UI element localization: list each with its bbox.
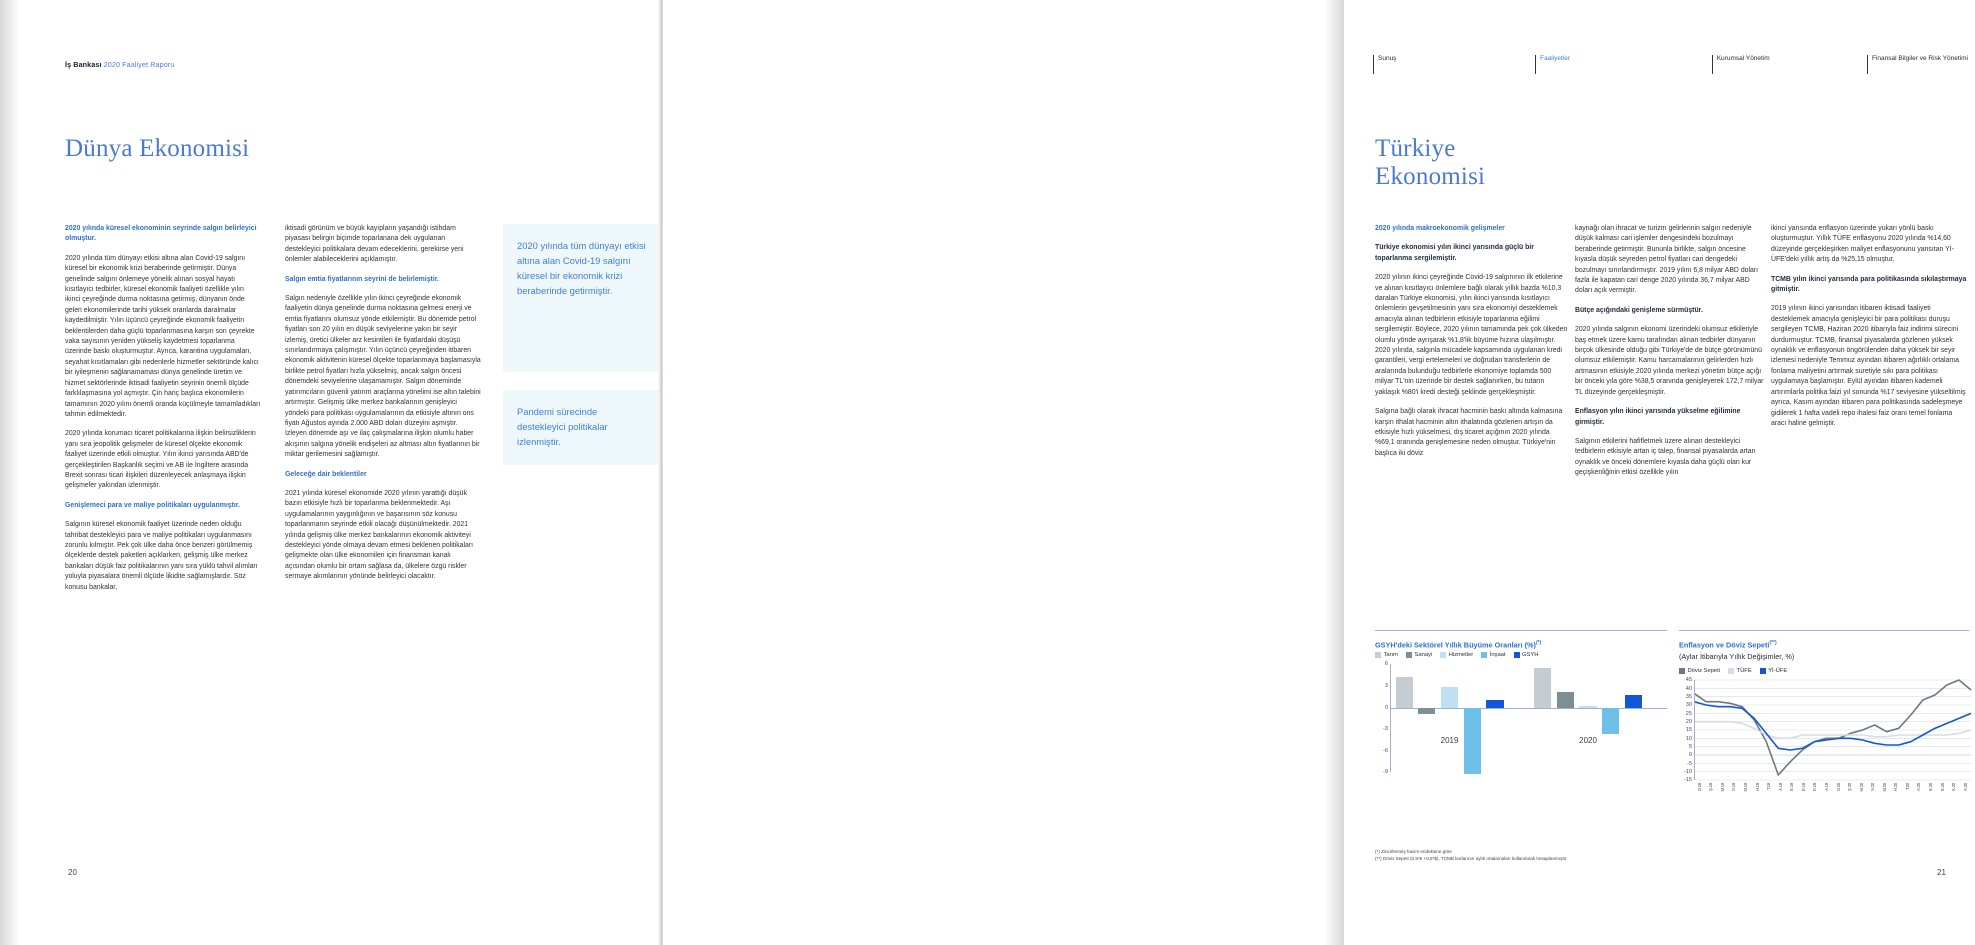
- brand-name: İş Bankası: [65, 60, 102, 69]
- x-tick-label: M.20: [1858, 783, 1864, 792]
- paragraph: ikinci yarısında enflasyon üzerinde yukarı yönlü baskı oluşturmuştur. Yıllık TÜFE enflasyonu 2020 yılında %14,60 düzeyinde gerçekleşirken maliyet enflasyonunu yansıtan Yİ-ÜFE'deki yıllık artış da %25,15 olmuştur.: [1771, 225, 1954, 264]
- y-tick-label: 35: [1685, 694, 1692, 701]
- page-title-left: Dünya Ekonomisi: [65, 134, 250, 162]
- heading-budget-deficit: Bütçe açığındaki genişleme sürmüştür.: [1575, 306, 1703, 314]
- legend-swatch: [1440, 652, 1446, 658]
- heading-future-expectations: Geleceğe dair beklentiler: [285, 470, 367, 478]
- chart-plot-area: [1375, 661, 1667, 776]
- pullquote-covid-crisis: 2020 yılında tüm dünyayı etkisi altına alan Covid-19 salgını küresel bir ekonomik krizi beraberinde getirmiştir.: [503, 224, 661, 372]
- chart-divider-left: [1375, 630, 1667, 631]
- legend-swatch: [1760, 668, 1766, 674]
- heading-global-economy: 2020 yılında küresel ekonominin seyrinde salgın belirleyici olmuştur.: [65, 225, 257, 243]
- y-tick-label: -10: [1683, 769, 1692, 776]
- x-tick-label: A.19: [1823, 783, 1829, 792]
- x-tick-label: E.19: [1800, 783, 1806, 792]
- right-page: [663, 0, 1968, 945]
- x-tick-label: N.20: [1870, 783, 1876, 792]
- heading-inflation: Enflasyon yılın ikinci yarısında yükselme eğilimine girmiştir.: [1575, 408, 1741, 426]
- x-tick-label: Ş.20: [1847, 783, 1853, 792]
- x-tick-label: M.19: [1743, 783, 1749, 792]
- x-tick-label: T.20: [1904, 783, 1910, 791]
- paragraph: 2019 yılının ikinci yarısından itibaren iktisadi faaliyeti desteklemek amacıyla genişleyici bir para politikası duruşu sergileyen TCMB, Haziran 2020 itibarıyla faiz indirimi sürecini durdurmuştur. TCMB, finansal piyasalarda gözlenen yüksek oynaklık ve enflasyonun öngörülenden daha yüksek bir seyir izlemesi nedeniyle Temmuz ayından itibaren ağırlıklı ortalama fonlama maliyetini artırmak suretiyle sıkı para politikası uygulamaya başlamıştır. Eylül ayından itibaren kademeli artırımlarla politika faizi yıl sonunda %17 seviyesine yükseltilmiş ayrıca, Kasım ayından itibaren para politikasında sadeleşmeye gidilerek 1 hafta vadeli repo ihalesi faiz oranı temel fonlama aracı haline gelmiştir.: [1771, 305, 1966, 427]
- paragraph: 2020 yılında salgının ekonomi üzerindeki olumsuz etkileriyle baş etmek üzere kamu tarafından alınan tedbirler dünyanın birçok ülkesinde olduğu gibi Türkiye'de de bütçe görünümünü olumsuz etkilemiştir. Kamu harcamalarının gelirlerden hızlı artmasının etkisiyle 2020 yılında merkezi yönetim bütçe açığı bir önceki yıla göre %38,5 oranında genişleyerek 172,7 milyar TL düzeyinde gerçekleşmiştir.: [1575, 326, 1764, 396]
- heading-strong-recovery: Türkiye ekonomisi yılın ikinci yarısında güçlü bir toparlanma sergilemiştir.: [1375, 244, 1534, 262]
- x-tick-label: E.20: [1928, 783, 1933, 792]
- chart-gsyh-sectoral-growth: [1375, 638, 1667, 776]
- x-tick-label: M.19: [1719, 783, 1725, 792]
- legend-item: [1760, 668, 1788, 674]
- heading-commodity-prices: Salgın emtia fiyatlarının seyrini de belirlemiştir.: [285, 275, 439, 283]
- legend-swatch: [1514, 652, 1520, 658]
- page-left-edge-shadow: [0, 0, 20, 945]
- y-tick-label: 20: [1685, 719, 1692, 726]
- paragraph: 2020 yılının ikinci çeyreğinde Covid-19 salgınının ilk etkilerine ve alınan kısıtlayıcı önlemlere bağlı olarak yıllık bazda %10,3 daralan Türkiye ekonomisi, yılın ikinci yarısında kısıtlayıcı önlemlerin gevşetilmesinin yanı sıra ekonomiyi desteklemek amacıyla alınan tedbirlerin etkisiyle toparlanma eğilimi sergilemiştir. Böylece, 2020 yılının tamamında pek çok ülkeden olumlu yönde ayrışarak %1,8'lik büyüme hızına ulaşılmıştır. 2020 yılında, salgınla mücadele kapsamında uygulanan kredi garantileri, vergi ertelemeleri ve doğrudan transferlerin de aralarında bulunduğu tedbirlerle ekonomiye toplamda 500 milyar TL'nin üzerinde bir destek sağlanırken, bu tutarın yaklaşık %80'i kredi desteği şeklinde gerçekleşmiştir.: [1375, 274, 1568, 396]
- left-page: [18, 0, 663, 945]
- x-tick-label: A.19: [1777, 783, 1783, 792]
- bar: [1396, 677, 1413, 707]
- y-tick-label: 30: [1685, 702, 1692, 709]
- brand-report-label: 2020 Faaliyet Raporu: [101, 60, 175, 69]
- legend-label: TÜFE: [1736, 668, 1752, 675]
- paragraph: 2021 yılında küresel ekonomide 2020 yılının yarattığı düşük bazın etkisiyle hızlı bir toparlanma beklenmektedir. Aşı uygulamalarının yaygınlığının ve başarısının söz konusu toparlanmanın seyrinde etkili olacağı düşünülmektedir. 2021 yılında gelişmiş ülke merkez bankalarının ekonomik aktiviteyi destekleyici yönde olmaya devam etmesi beklenen politikaları gelişmekte olan ülke ekonomileri için finansman kanalı açısından olumlu bir ortam sağlasa da, ülkelere özgü riskler sermaye akımlarının yönünde belirleyici olacaktır.: [285, 489, 474, 581]
- bar: [1418, 708, 1435, 714]
- paragraph: 2020 yılında korumacı ticaret politikalarına ilişkin belirsizliklerin yanı sıra jeopolitik gelişmeler de küresel ölçekte ekonomik faaliyet üzerinde etkili olmuştur. Yılın ikinci yarısında ABD'de gerçekleştirilen Başkanlık seçimi ve AB ile İngiltere arasında Brexit sonrası ticari ilişkileri düzenleyecek anlaşmaya ilişkin gelişmeler yakından izlenmiştir.: [65, 430, 256, 490]
- y-tick-label: -15: [1683, 777, 1692, 784]
- chart-footnote-marker: (**): [1769, 640, 1777, 646]
- x-tick-label: K.20: [1951, 783, 1957, 792]
- page-number-left: 20: [68, 868, 77, 877]
- right-column-2: [1575, 224, 1767, 488]
- y-tick-label: 25: [1685, 710, 1692, 717]
- legend-item: [1440, 652, 1473, 658]
- line-series: [1694, 702, 1971, 750]
- chart-footnotes: [1375, 848, 1975, 862]
- y-tick-label: 0: [1688, 752, 1692, 759]
- legend-label: Yİ-ÜFE: [1768, 668, 1788, 675]
- line-series: [1694, 680, 1971, 775]
- heading-monetary-fiscal: Genişlemeci para ve maliye politikaları uygulanmıştır.: [65, 501, 241, 509]
- y-tick-label: 45: [1685, 677, 1692, 684]
- group-label: 2019: [1440, 735, 1459, 745]
- group-label: 2020: [1579, 735, 1597, 745]
- nav-item-finansal-bilgiler[interactable]: Finansal Bilgiler ve Risk Yönetimi: [1867, 55, 1968, 74]
- x-tick-label: O.19: [1696, 783, 1702, 792]
- chart-title: [1375, 638, 1667, 650]
- bar: [1602, 708, 1619, 734]
- x-tick-label: K.19: [1812, 783, 1818, 792]
- y-tick-label: 6: [1384, 661, 1388, 668]
- paragraph: 2020 yılında tüm dünyayı etkisi altına alan Covid-19 salgını küresel bir ekonomik krizi beraberinde getirmiştir. Dünya genelinde salgını önlemeye yönelik alınan sosyal hayatı kısıtlayıcı tedbirler, küresel ekonomik faaliyeti özellikle yılın ikinci çeyreğinde durma noktasına getirmiş, dünyanın önde gelen ekonomilerinde tarihi yüksek oranlarda daralmalar kaydedilmiştir. Yılın üçüncü çeyreğinde ekonomik faaliyetin beklentilerden daha güçlü toparlanmasına karşın son çeyrekte vaka sayısının yeniden yükseliş kaydetmesi toparlanma üzerinde baskı oluşturmuştur. Ayrıca, karantina uygulamaları, seyahat kısıtlamaları gibi nedenlerle hizmetler sektöründe kalıcı bir iyileşmenin sağlanamaması dünya genelinde üretim ve hizmet sektörlerinde iktisadi faaliyetin seyrinin önemli ölçüde farklılaşmasına yol açmıştır. Çin hariç başlıca ekonomilerin tamamının 2020 yılını önemli oranda küçülmeyle tamamladıkları tahmin edilmektedir.: [65, 254, 261, 418]
- chart-plot-area: [1679, 677, 1971, 792]
- legend-item: [1728, 668, 1752, 674]
- x-tick-label: A.20: [1916, 783, 1922, 792]
- chart-divider-right: [1679, 630, 1969, 631]
- legend-label: Hizmetler: [1448, 652, 1474, 659]
- legend-label: Tarım: [1383, 652, 1398, 659]
- bar: [1534, 668, 1551, 708]
- x-tick-label: A.20: [1962, 783, 1968, 792]
- right-column-3: [1771, 224, 1967, 438]
- paragraph: kaynağı olan ihracat ve turizm gelirlerinin salgın nedeniyle düşük kalması cari işlemler dengesindeki bozulmayı beraberinde getirmiştir. Bununla birlikte, salgın öncesine kıyasla düşük seyreden petrol fiyatları cari dengedeki bozulmayı sınırlandırmıştır. 2019 yılını 6,8 milyar ABD doları fazla ile kapatan cari denge 2020 yılında 36,7 milyar ABD doları açık vermiştir.: [1575, 225, 1759, 295]
- chart-title: [1679, 638, 1971, 650]
- y-axis-labels: [1375, 661, 1389, 776]
- bar: [1557, 692, 1574, 708]
- x-tick-label: E.20: [1939, 783, 1945, 792]
- footnote-2: (**) Döviz Sepeti (0,5*€ +0,5*$), TCMB kurlarının aylık ortalamaları kullanılarak hesaplanmıştır.: [1375, 856, 1568, 861]
- chart-legend: [1375, 652, 1667, 658]
- chart-legend: [1679, 668, 1971, 674]
- heading-macro-developments: 2020 yılında makroekonomik gelişmeler: [1375, 225, 1505, 232]
- legend-item: [1406, 652, 1432, 658]
- legend-label: Döviz Sepeti: [1687, 668, 1721, 675]
- x-tick-label: H.19: [1754, 783, 1760, 792]
- y-axis-labels: [1679, 677, 1693, 784]
- plot-axes: [1390, 664, 1667, 772]
- paragraph: Salgının küresel ekonomik faaliyet üzerinde neden olduğu tahribat destekleyici para ve maliye politikaları uygulanmasını zorunlu kılmıştır. Pek çok ülke daha önce benzeri görülmemiş ölçeklerde destek paketleri açıklarken, gelişmiş ülke merkez bankaları düşük faiz politikalarının yanı sıra yüklü tahvil alımları yoluyla piyasalara önemli ölçüde likidite sağlamışlardır. Söz konusu bankalar,: [65, 521, 258, 591]
- page-number-right: 21: [1937, 868, 1946, 877]
- legend-item: [1375, 652, 1398, 658]
- y-tick-label: -9: [1383, 769, 1388, 776]
- legend-swatch: [1679, 668, 1685, 674]
- bar: [1625, 695, 1642, 708]
- footnote-1: (*) Zincirlenmiş hacim endeksine göre: [1375, 849, 1452, 854]
- legend-label: İnşaat: [1489, 652, 1506, 659]
- y-tick-label: 3: [1384, 683, 1388, 690]
- bar-series-container: [1390, 664, 1667, 772]
- paragraph: Salgının etkilerini hafifletmek üzere alınan destekleyici tedbirlerin etkisiyle artan iç talep, finansal piyasalarda artan oynaklık ve önceki dönemlere kıyasla daha güçlü olan kur geçişkenliğinin etkisi özellikle yılın: [1575, 437, 1756, 477]
- chart-footnote-marker: (*): [1535, 640, 1542, 646]
- legend-item: [1481, 652, 1505, 658]
- y-tick-label: -5: [1687, 760, 1692, 767]
- page-title-right: Türkiye Ekonomisi: [1375, 134, 1486, 190]
- x-tick-label: H.20: [1893, 783, 1899, 792]
- bar: [1579, 706, 1596, 707]
- legend-item: [1514, 652, 1539, 658]
- bar: [1441, 687, 1458, 707]
- x-tick-label: E.19: [1789, 783, 1795, 792]
- right-column-1: [1375, 224, 1571, 468]
- nav-item-faaliyetler[interactable]: Faaliyetler: [1535, 55, 1712, 74]
- paragraph: iktisadi görünüm ve büyük kayıpların yaşandığı istihdam piyasası belirgin biçimde toparlanana dek uygulanan destekleyici politikalara devam edeceklerini, gerekirse yeni önlemler alabileceklerini açıklamıştır.: [285, 225, 464, 264]
- y-tick-label: 40: [1685, 685, 1692, 692]
- y-tick-label: 15: [1685, 727, 1692, 734]
- legend-swatch: [1728, 668, 1734, 674]
- paragraph: Salgın nedeniyle özellikle yılın ikinci çeyreğinde ekonomik faaliyetin dünya genelinde durma noktasına gelmesi enerji ve emtia fiyatlarını olumsuz yönde etkilemiştir. Bu dönemde petrol fiyatları son 20 yılın en düşük seviyelerine yakın bir seyir izlemiş, üretici ülkeler arz kesintileri ile fiyatlardaki düşüşü sınırlandırmaya çalışmıştır. Yılın üçüncü çeyreğinden itibaren ekonomik aktivitenin küresel ölçekte toparlanmaya başlamasıyla birlikte petrol fiyatları hızla yükselmiş, ancak salgın öncesi dönemdeki seviyelerine ulaşamamıştır. Salgın döneminde yatırımcıların güvenli yatırım araçlarına yönelimi ise altın talebini artırmıştır. Gelişmiş ülke merkez bankalarının genişleyici yöndeki para politikası uygulamalarının da etkisiyle altının ons fiyatı Ağustos ayında 2.000 ABD doları düzeyini aşmıştır. İzleyen dönemde aşı ve ilaç çalışmalarına ilişkin olumlu haber akışının salgına yönelik endişeleri az altması altın fiyatlarının bir miktar gerilemesini sağlamıştır.: [285, 295, 481, 459]
- legend-swatch: [1406, 652, 1412, 658]
- page-right-edge-shadow: [1324, 0, 1344, 945]
- bar: [1464, 708, 1481, 774]
- legend-item: [1679, 668, 1720, 674]
- legend-swatch: [1375, 652, 1381, 658]
- chart-title-text: GSYH'deki Sektörel Yıllık Büyüme Oranları (%): [1375, 640, 1536, 650]
- chart-inflation-currency-basket: [1679, 638, 1971, 792]
- paragraph: Salgına bağlı olarak ihracat hacminin baskı altında kalmasına karşın ithalat hacminin altın ithalatında gözlenen artışın da etkisiyle hızlı yükselmesi, dış ticaret açığının 2020 yılında %69,1 oranında genişlemesine neden olmuştur. Türkiye'nin başlıca iki döviz: [1375, 408, 1563, 457]
- legend-label: GSYH: [1522, 652, 1539, 659]
- heading-tcmb-policy: TCMB yılın ikinci yarısında para politikasında sıkılaştırmaya gitmiştir.: [1771, 275, 1967, 294]
- y-tick-label: 5: [1688, 744, 1692, 751]
- y-tick-label: -3: [1383, 726, 1388, 733]
- brand-header: [65, 60, 174, 69]
- nav-item-kurumsal-yonetim[interactable]: Kurumsal Yönetim: [1712, 55, 1867, 74]
- y-axis-line: [1694, 680, 1695, 780]
- y-tick-label: 10: [1685, 735, 1692, 742]
- legend-swatch: [1481, 652, 1487, 658]
- x-tick-label: O.20: [1835, 783, 1841, 792]
- chart-subtitle: (Aylar İtibarıyla Yıllık Değişimler, %): [1679, 652, 1795, 662]
- x-axis-labels: [1694, 781, 1971, 807]
- chart-title-text: Enflasyon ve Döviz Sepeti: [1679, 640, 1770, 650]
- x-tick-label: N.19: [1731, 783, 1737, 792]
- bar: [1486, 700, 1503, 707]
- y-tick-label: 0: [1384, 704, 1388, 711]
- nav-item-sunus[interactable]: Sunuş: [1373, 55, 1535, 74]
- plot-axes: [1694, 680, 1971, 780]
- section-navigation: [1373, 55, 1968, 74]
- x-tick-label: Ş.19: [1708, 783, 1714, 792]
- y-tick-label: -6: [1383, 747, 1388, 754]
- legend-label: Sanayi: [1414, 652, 1433, 659]
- x-tick-label: T.19: [1766, 783, 1772, 791]
- line-series-svg: [1694, 680, 1971, 780]
- x-tick-label: M.20: [1881, 783, 1887, 792]
- pullquote-supportive-policies: Pandemi sürecinde destekleyici politikalar izlenmiştir.: [503, 390, 661, 465]
- left-column-2: [285, 224, 481, 592]
- left-column-1: [65, 224, 261, 602]
